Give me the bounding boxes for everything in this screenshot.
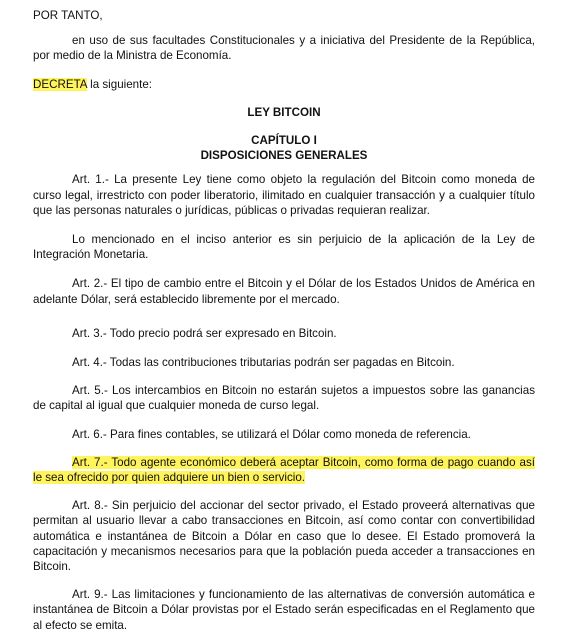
article-8: Art. 8.- Sin perjuicio del accionar del sector privado, el Estado proveerá alternativas que permitan al usuario llevar a cabo transacciones en Bitcoin, así como contar con convertibilidad automática e instantánea de Bitcoin a Dólar en caso que lo desee. El Estado promoverá la capacitación y mecanismos necesarios para que la población pueda acceder a transacciones en Bitcoin.: [33, 499, 535, 574]
decreta-paragraph: [33, 77, 535, 92]
article-1: Art. 1.- La presente Ley tiene como objeto la regulación del Bitcoin como moneda de curso legal, irrestricto con poder liberatorio, ilimitado en cualquier transacción y a cualquier título que las personas naturales o jurídicas, públicas o privadas requieran realizar.: [33, 173, 535, 217]
opening-line: POR TANTO,: [33, 9, 103, 22]
article-2: Art. 2.- El tipo de cambio entre el Bitcoin y el Dólar de los Estados Unidos de América en adelante Dólar, será establecido libremente por el mercado.: [33, 277, 535, 306]
article-3: Art. 3.- Todo precio podrá ser expresado en Bitcoin.: [72, 326, 337, 340]
article-5: Art. 5.- Los intercambios en Bitcoin no estarán sujetos a impuestos sobre las ganancias de capital al igual que cualquier moneda de curso legal.: [33, 384, 535, 413]
law-title: LEY BITCOIN: [247, 105, 321, 119]
decreta-rest: la siguiente:: [86, 77, 153, 91]
chapter-title: DISPOSICIONES GENERALES: [200, 149, 368, 163]
powers-paragraph: en uso de sus facultades Constitucionales y a iniciativa del Presidente de la República, por medio de la Ministra de Economía.: [33, 34, 535, 63]
article-9: Art. 9.- Las limitaciones y funcionamiento de las alternativas de conversión automática e instantánea de Bitcoin a Dólar provistas por el Estado serán especificadas en el Reglamento que al efecto se emita.: [33, 588, 535, 632]
article-6: Art. 6.- Para fines contables, se utilizará el Dólar como moneda de referencia.: [72, 427, 471, 441]
article-4: Art. 4.- Todas las contribuciones tributarias podrán ser pagadas en Bitcoin.: [72, 356, 455, 370]
chapter-heading: CAPÍTULO I: [251, 134, 317, 148]
article-1-paragraph-2: Lo mencionado en el inciso anterior es sin perjuicio de la aplicación de la Ley de Integración Monetaria.: [33, 233, 535, 262]
article-7-highlighted: [33, 455, 535, 485]
article-7-highlight: Art. 7.- Todo agente económico deberá aceptar Bitcoin, como forma de pago cuando así le sea ofrecido por quien adquiere un bien o servicio.: [33, 455, 535, 485]
decreta-highlight: DECRETA: [33, 77, 87, 91]
